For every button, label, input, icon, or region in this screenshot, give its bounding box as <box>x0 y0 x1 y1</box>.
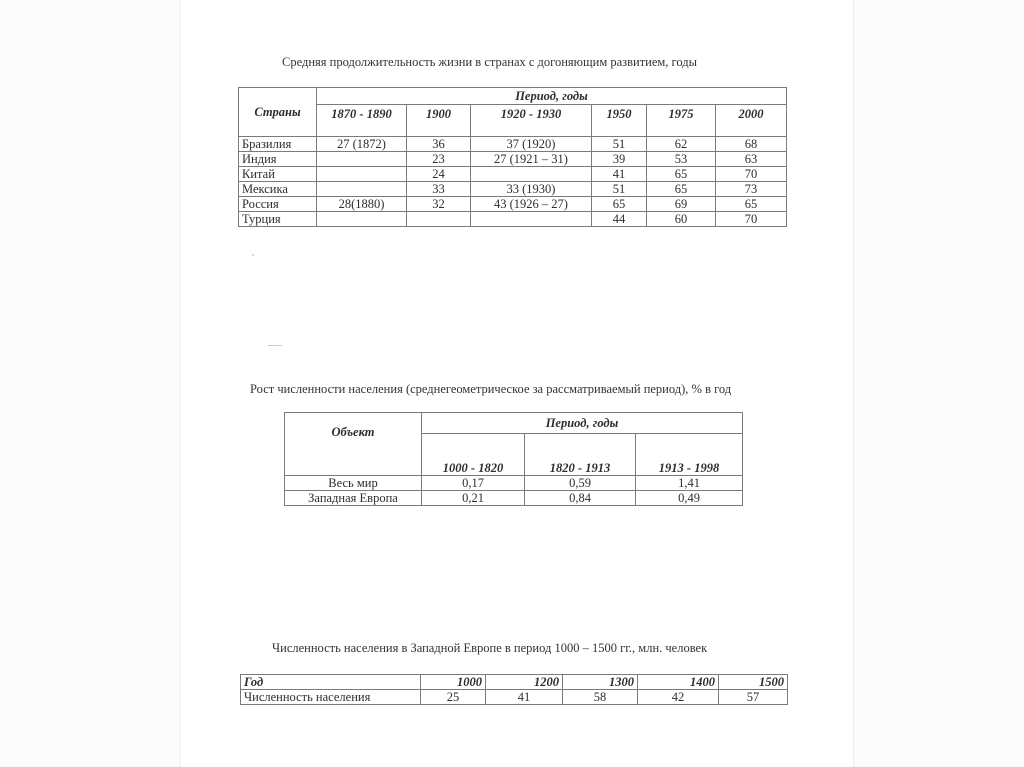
table-row <box>239 182 787 197</box>
cell: 25 <box>421 690 486 705</box>
table-row <box>239 197 787 212</box>
cell: 0,84 <box>525 491 636 506</box>
cell: 65 <box>592 197 647 212</box>
column-header: 1913 - 1998 <box>636 434 743 476</box>
cell: 51 <box>592 137 647 152</box>
scan-speck <box>268 345 282 346</box>
cell: 23 <box>407 152 471 167</box>
scan-speck <box>252 254 254 256</box>
cell <box>317 152 407 167</box>
column-header: 1820 - 1913 <box>525 434 636 476</box>
cell: 0,17 <box>422 476 525 491</box>
table-row <box>239 137 787 152</box>
cell <box>317 212 407 227</box>
cell: 70 <box>716 167 787 182</box>
header-period: Период, годы <box>422 413 743 434</box>
header-period: Период, годы <box>317 88 787 105</box>
cell: 73 <box>716 182 787 197</box>
cell: 70 <box>716 212 787 227</box>
cell: 62 <box>647 137 716 152</box>
cell: 63 <box>716 152 787 167</box>
cell: 33 (1930) <box>471 182 592 197</box>
header-countries: Страны <box>239 88 317 137</box>
row-label: Китай <box>239 167 317 182</box>
column-header: 2000 <box>716 105 787 137</box>
row-label: Весь мир <box>285 476 422 491</box>
cell: 68 <box>716 137 787 152</box>
cell: 65 <box>716 197 787 212</box>
cell: 69 <box>647 197 716 212</box>
life-expectancy-table <box>238 87 787 227</box>
row-label: Численность населения <box>241 690 421 705</box>
cell: 53 <box>647 152 716 167</box>
row-label: Россия <box>239 197 317 212</box>
cell <box>471 167 592 182</box>
column-header: 1975 <box>647 105 716 137</box>
column-header: 1900 <box>407 105 471 137</box>
cell: 37 (1920) <box>471 137 592 152</box>
cell: 58 <box>563 690 638 705</box>
row-label: Мексика <box>239 182 317 197</box>
column-header: 1920 - 1930 <box>471 105 592 137</box>
row-label: Бразилия <box>239 137 317 152</box>
column-header: 1300 <box>563 675 638 690</box>
column-header: 1400 <box>638 675 719 690</box>
cell <box>317 182 407 197</box>
cell: 57 <box>719 690 788 705</box>
cell: 36 <box>407 137 471 152</box>
column-header: 1200 <box>486 675 563 690</box>
table-row <box>285 476 743 491</box>
cell <box>317 167 407 182</box>
table2-caption: Рост численности населения (среднегеометрическое за рассматриваемый период), % в год <box>250 382 732 396</box>
column-header: 1000 <box>421 675 486 690</box>
table-row <box>285 491 743 506</box>
cell: 33 <box>407 182 471 197</box>
column-header: 1870 - 1890 <box>317 105 407 137</box>
cell: 27 (1921 – 31) <box>471 152 592 167</box>
cell: 28(1880) <box>317 197 407 212</box>
cell: 32 <box>407 197 471 212</box>
cell: 24 <box>407 167 471 182</box>
cell: 43 (1926 – 27) <box>471 197 592 212</box>
column-header: 1500 <box>719 675 788 690</box>
cell: 39 <box>592 152 647 167</box>
cell: 0,21 <box>422 491 525 506</box>
column-header: 1000 - 1820 <box>422 434 525 476</box>
table3-caption: Численность населения в Западной Европе в период 1000 – 1500 гг., млн. человек <box>272 641 708 655</box>
west-europe-population-table <box>240 674 788 705</box>
column-header: 1950 <box>592 105 647 137</box>
row-label: Индия <box>239 152 317 167</box>
table-row <box>239 152 787 167</box>
header-object: Объект <box>285 413 422 476</box>
table1-caption: Средняя продолжительность жизни в странах с догоняющим развитием, годы <box>282 55 698 69</box>
cell: 44 <box>592 212 647 227</box>
cell: 65 <box>647 182 716 197</box>
table-row <box>239 167 787 182</box>
cell: 42 <box>638 690 719 705</box>
cell: 51 <box>592 182 647 197</box>
table-row <box>239 212 787 227</box>
cell <box>471 212 592 227</box>
cell: 65 <box>647 167 716 182</box>
row-label: Турция <box>239 212 317 227</box>
population-growth-table <box>284 412 743 506</box>
row-label: Западная Европа <box>285 491 422 506</box>
header-year: Год <box>241 675 421 690</box>
cell: 60 <box>647 212 716 227</box>
cell: 41 <box>486 690 563 705</box>
cell: 41 <box>592 167 647 182</box>
table-row <box>241 690 788 705</box>
cell: 0,49 <box>636 491 743 506</box>
cell: 27 (1872) <box>317 137 407 152</box>
cell: 0,59 <box>525 476 636 491</box>
cell <box>407 212 471 227</box>
cell: 1,41 <box>636 476 743 491</box>
